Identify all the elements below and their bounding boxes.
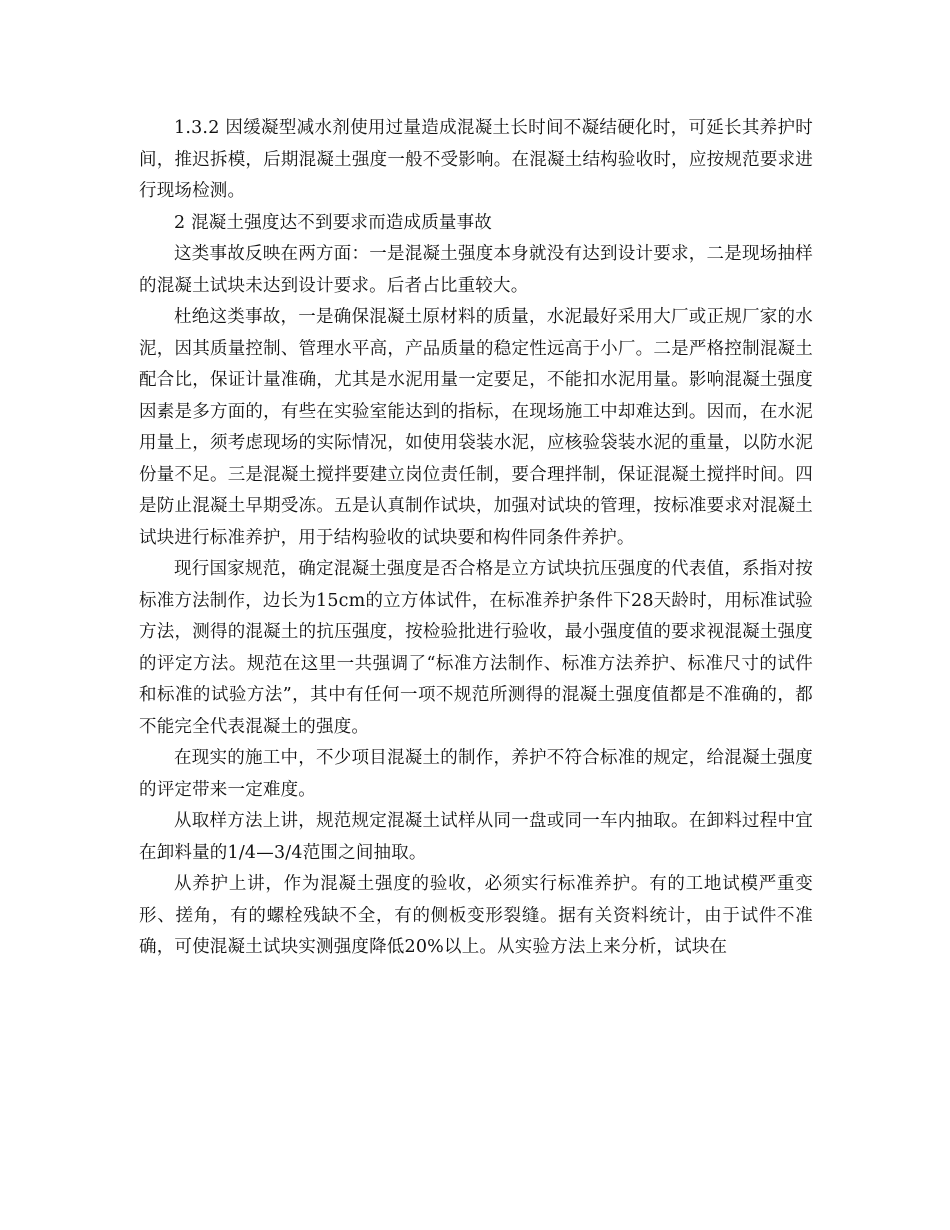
paragraph-construction-practice: 在现实的施工中，不少项目混凝土的制作，养护不符合标准的规定，给混凝土强度的评定带来一定难度。 bbox=[139, 748, 813, 800]
document-body bbox=[139, 113, 813, 964]
paragraph-national-standard: 现行国家规范，确定混凝土强度是否合格是立方试块抗压强度的代表值，系指对按标准方法制作，边长为15cm的立方体试件，在标准养护条件下28天龄时，用标准试验方法，测得的混凝土的抗压强度，按检验批进行验收，最小强度值的要求视混凝土强度的评定方法。规范在这里一共强调了“标准方法制作、标准方法养护、标准尺寸的试件和标准的试验方法”，其中有任何一项不规范所测得的混凝土强度值都是不准确的，都不能完全代表混凝土的强度。 bbox=[139, 559, 813, 737]
paragraph-accident-aspects: 这类事故反映在两方面：一是混凝土强度本身就没有达到设计要求，二是现场抽样的混凝土试块未达到设计要求。后者占比重较大。 bbox=[139, 244, 813, 296]
paragraph-sampling-method: 从取样方法上讲，规范规定混凝土试样从同一盘或同一车内抽取。在卸料过程中宜在卸料量的1/4—3/4范围之间抽取。 bbox=[139, 811, 813, 863]
paragraph-1-3-2: 1.3.2 因缓凝型减水剂使用过量造成混凝土长时间不凝结硬化时，可延长其养护时间，推迟拆模，后期混凝土强度一般不受影响。在混凝土结构验收时，应按规范要求进行现场检测。 bbox=[139, 118, 813, 201]
section-heading-2: 2 混凝土强度达不到要求而造成质量事故 bbox=[174, 212, 492, 233]
paragraph-prevention-measures: 杜绝这类事故，一是确保混凝土原材料的质量，水泥最好采用大厂或正规厂家的水泥，因其质量控制、管理水平高，产品质量的稳定性远高于小厂。二是严格控制混凝土配合比，保证计量准确，尤其是水泥用量一定要足，不能扣水泥用量。影响混凝土强度因素是多方面的，有些在实验室能达到的指标，在现场施工中却难达到。因而，在水泥用量上，须考虑现场的实际情况，如使用袋装水泥，应核验袋装水泥的重量，以防水泥份量不足。三是混凝土搅拌要建立岗位责任制，要合理拌制，保证混凝土搅拌时间。四是防止混凝土早期受冻。五是认真制作试块，加强对试块的管理，按标准要求对混凝土试块进行标准养护，用于结构验收的试块要和构件同条件养护。 bbox=[139, 307, 813, 548]
paragraph-curing: 从养护上讲，作为混凝土强度的验收，必须实行标准养护。有的工地试模严重变形、搓角，有的螺栓残缺不全，有的侧板变形裂缝。据有关资料统计，由于试件不准确，可使混凝土试块实测强度降低20%以上。从实验方法上来分析，试块在 bbox=[139, 874, 813, 957]
